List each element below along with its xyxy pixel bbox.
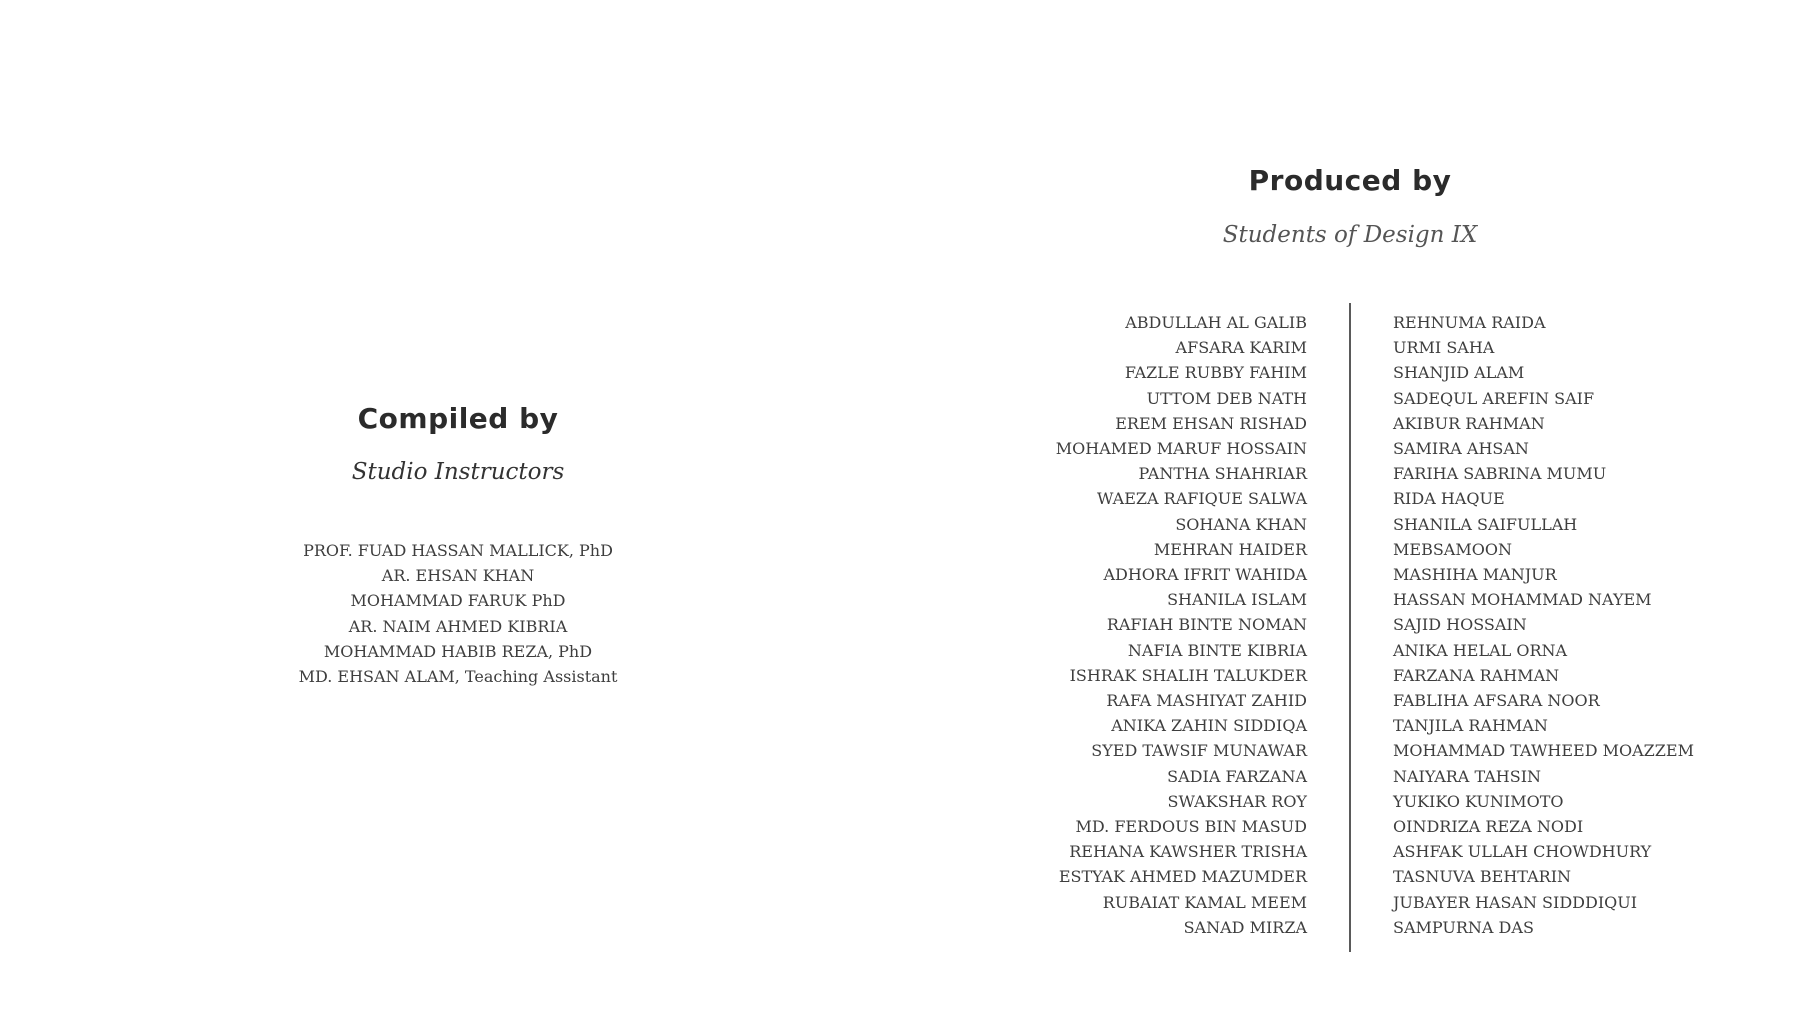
student-name: ESTYAK AHMED MAZUMDER — [1058, 867, 1307, 887]
instructor-name: MOHAMMAD FARUK PhD — [350, 591, 566, 611]
student-name: SAMIRA AHSAN — [1393, 439, 1529, 459]
student-name: MASHIHA MANJUR — [1393, 565, 1557, 585]
student-name: ASHFAK ULLAH CHOWDHURY — [1393, 842, 1652, 862]
student-name: REHNUMA RAIDA — [1393, 313, 1546, 332]
student-name: UTTOM DEB NATH — [1146, 388, 1307, 408]
student-name: NAIYARA TAHSIN — [1393, 766, 1542, 786]
instructor-list — [258, 538, 658, 689]
produced-by-heading: Produced by — [1248, 164, 1452, 197]
compiled-by-heading: Compiled by — [357, 402, 559, 435]
student-name: SADEQUL AREFIN SAIF — [1393, 388, 1595, 408]
student-name: SAMPURNA DAS — [1393, 917, 1534, 937]
student-name: ABDULLAH AL GALIB — [1125, 313, 1307, 332]
student-name: OINDRIZA REZA NODI — [1393, 817, 1584, 837]
student-name: ANIKA ZAHIN SIDDIQA — [1111, 716, 1307, 736]
student-list-left — [1056, 310, 1307, 940]
student-name: AFSARA KARIM — [1175, 338, 1307, 358]
student-name: FARZANA RAHMAN — [1393, 665, 1560, 685]
student-name: FAZLE RUBBY FAHIM — [1124, 363, 1307, 383]
instructor-name: AR. NAIM AHMED KIBRIA — [348, 616, 568, 636]
student-name: JUBAYER HASAN SIDDDIQUI — [1393, 892, 1638, 912]
student-name: YUKIKO KUNIMOTO — [1393, 791, 1564, 811]
student-name: NAFIA BINTE KIBRIA — [1127, 640, 1307, 660]
student-name: MEHRAN HAIDER — [1153, 539, 1307, 559]
student-name: FABLIHA AFSARA NOOR — [1393, 691, 1600, 711]
student-name: SOHANA KHAN — [1175, 514, 1307, 534]
student-name: MOHAMED MARUF HOSSAIN — [1055, 439, 1307, 459]
student-name: RIDA HAQUE — [1393, 489, 1505, 509]
student-name: SHANILA ISLAM — [1167, 590, 1307, 610]
student-name: TASNUVA BEHTARIN — [1393, 867, 1572, 887]
student-name: MEBSAMOON — [1393, 539, 1512, 559]
student-name: ISHRAK SHALIH TALUKDER — [1069, 665, 1307, 685]
student-name: WAEZA RAFIQUE SALWA — [1097, 489, 1307, 509]
student-name: MOHAMMAD TAWHEED MOAZZEM — [1393, 741, 1694, 761]
student-name: EREM EHSAN RISHAD — [1115, 413, 1307, 433]
instructor-name: AR. EHSAN KHAN — [381, 566, 535, 586]
student-name: ANIKA HELAL ORNA — [1393, 640, 1568, 660]
student-name: URMI SAHA — [1393, 338, 1495, 358]
produced-by-subheading: Students of Design IX — [1222, 222, 1478, 248]
student-name: AKIBUR RAHMAN — [1393, 413, 1545, 433]
instructor-name: MOHAMMAD HABIB REZA, PhD — [323, 641, 593, 661]
student-name: PANTHA SHAHRIAR — [1138, 464, 1307, 484]
student-name: RAFIAH BINTE NOMAN — [1106, 615, 1307, 635]
student-name: ADHORA IFRIT WAHIDA — [1103, 565, 1307, 585]
student-name: SAJID HOSSAIN — [1393, 615, 1527, 635]
student-list-right — [1393, 310, 1694, 940]
column-divider — [1349, 303, 1351, 952]
student-name: TANJILA RAHMAN — [1393, 716, 1548, 736]
student-name: SHANILA SAIFULLAH — [1393, 514, 1578, 534]
student-name: SHANJID ALAM — [1393, 363, 1525, 383]
student-name: SYED TAWSIF MUNAWAR — [1091, 741, 1307, 761]
student-name: MD. FERDOUS BIN MASUD — [1075, 817, 1307, 837]
student-name: RAFA MASHIYAT ZAHID — [1106, 691, 1307, 711]
compiled-by-subheading: Studio Instructors — [351, 459, 565, 485]
instructor-name: PROF. FUAD HASSAN MALLICK, PhD — [303, 541, 613, 560]
instructor-name: MD. EHSAN ALAM, Teaching Assistant — [298, 667, 618, 687]
student-name: RUBAIAT KAMAL MEEM — [1102, 892, 1307, 912]
student-name: SWAKSHAR ROY — [1167, 791, 1307, 811]
student-name: HASSAN MOHAMMAD NAYEM — [1393, 590, 1652, 610]
student-name: SANAD MIRZA — [1183, 917, 1307, 937]
student-name: FARIHA SABRINA MUMU — [1393, 464, 1607, 484]
student-name: REHANA KAWSHER TRISHA — [1069, 842, 1307, 862]
student-name: SADIA FARZANA — [1167, 766, 1307, 786]
